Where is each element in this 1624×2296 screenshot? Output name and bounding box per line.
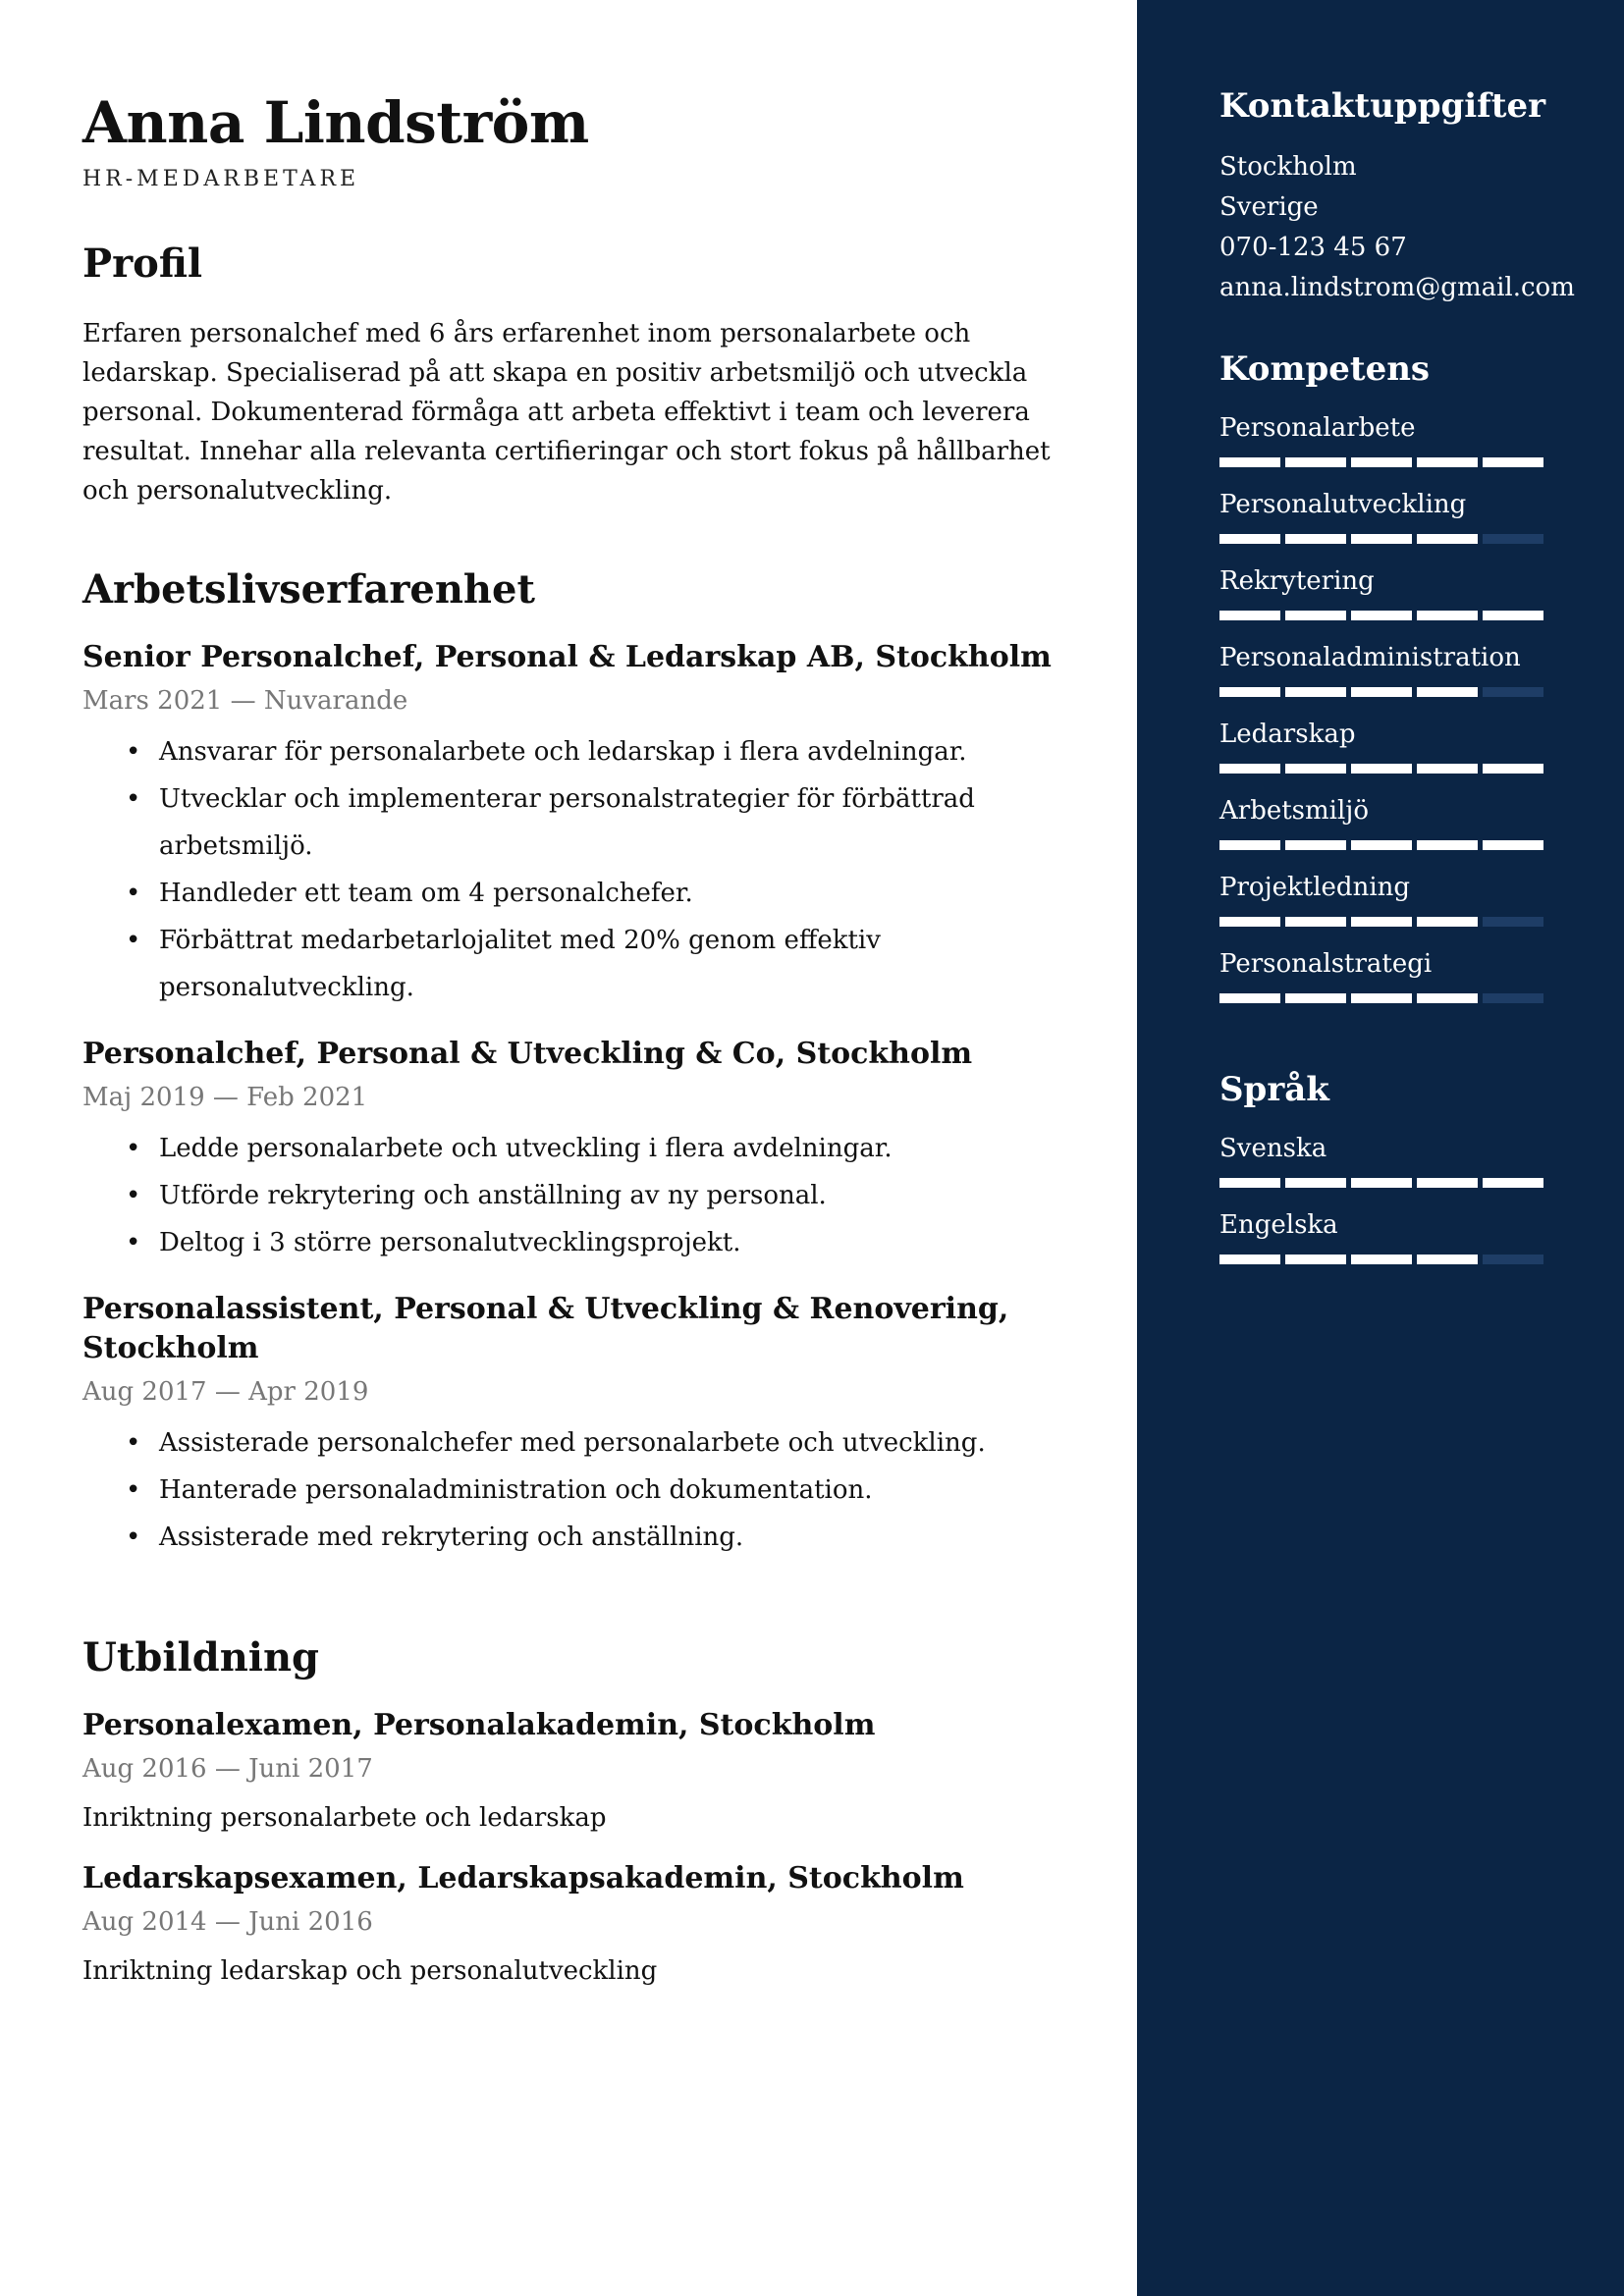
language-item [1219, 1129, 1543, 1188]
job-bullet: • Deltog i 3 större personalutvecklingsprojekt. [126, 1228, 741, 1257]
contact-email: anna.lindstrom@gmail.com [1219, 273, 1575, 302]
job-bullets [82, 1419, 1104, 1561]
education-entry [82, 1706, 1104, 1836]
rating-segment [1285, 534, 1346, 544]
sidebar [1137, 0, 1624, 2296]
skill-rating-bar [1219, 764, 1543, 774]
profile-section [82, 240, 1104, 510]
skill-rating-bar [1219, 457, 1543, 467]
rating-segment [1351, 534, 1412, 544]
job-bullet-text: Handleder ett team om 4 personalchefer. [159, 879, 693, 908]
rating-segment [1483, 1178, 1543, 1188]
sidebar-content [1219, 84, 1575, 1264]
job-bullet-text: Assisterade med rekrytering och anställning. [159, 1522, 744, 1552]
education-description: Inriktning personalarbete och ledarskap [82, 1803, 607, 1833]
languages-list [1219, 1129, 1543, 1264]
skill-item [1219, 868, 1543, 927]
rating-segment [1417, 1178, 1478, 1188]
rating-segment [1351, 611, 1412, 620]
job-bullet: • Handleder ett team om 4 personalchefer. [126, 879, 693, 908]
contact-country: Sverige [1219, 192, 1319, 222]
job-entry [82, 1290, 1104, 1561]
rating-segment [1285, 764, 1346, 774]
contact-city: Stockholm [1219, 152, 1357, 182]
job-bullet: • Assisterade med rekrytering och anställning. [126, 1522, 744, 1552]
rating-segment [1483, 764, 1543, 774]
rating-segment [1219, 1255, 1280, 1264]
skill-item [1219, 485, 1543, 544]
rating-segment [1351, 687, 1412, 697]
skill-label: Personalutveckling [1219, 490, 1467, 519]
education-heading-line: Ledarskapsexamen, Ledarskapsakademin, Stockholm [82, 1861, 964, 1896]
job-bullet: • Förbättrat medarbetarlojalitet med 20% genom effektiv personalutveckling. [126, 926, 881, 1002]
job-entry [82, 1035, 1104, 1266]
job-bullet-text: Förbättrat medarbetarlojalitet med 20% genom effektiv personalutveckling. [159, 926, 881, 1002]
rating-segment [1351, 764, 1412, 774]
main-column [82, 88, 1104, 1989]
contact-phone: 070-123 45 67 [1219, 233, 1407, 262]
skills-list [1219, 408, 1543, 1003]
contact-list [1219, 147, 1575, 308]
skills-heading: Kompetens [1219, 349, 1431, 389]
skill-label: Personaladministration [1219, 643, 1521, 672]
rating-segment [1351, 993, 1412, 1003]
job-bullet: • Hanterade personaladministration och dokumentation. [126, 1475, 873, 1505]
languages-heading: Språk [1219, 1070, 1329, 1109]
job-heading: Senior Personalchef, Personal & Ledarskap AB, Stockholm [82, 640, 1052, 674]
skill-rating-bar [1219, 611, 1543, 620]
education-section [82, 1633, 1104, 1989]
skill-rating-bar [1219, 917, 1543, 927]
rating-segment [1219, 1178, 1280, 1188]
rating-segment [1417, 1255, 1478, 1264]
education-dates: Aug 2016 — Juni 2017 [82, 1754, 373, 1784]
experience-heading: Arbetslivserfarenhet [82, 566, 535, 613]
rating-segment [1285, 917, 1346, 927]
contact-heading: Kontaktuppgifter [1219, 86, 1546, 126]
rating-segment [1219, 840, 1280, 850]
profile-text: Erfaren personalchef med 6 års erfarenhet inom personalarbete och ledarskap. Specialiserad på att skapa en positiv arbetsmiljö och utveckla personal. Dokumenterad förmåga att arbeta effektivt i team och leverera resultat. Innehar alla relevanta certifieringar och stort fokus på hållbarhet och personalutveckling. [82, 319, 1051, 506]
job-bullet-text: Utförde rekrytering och anställning av ny personal. [159, 1181, 827, 1210]
job-dates: Maj 2019 — Feb 2021 [82, 1083, 368, 1112]
language-item [1219, 1205, 1543, 1264]
job-bullet: • Ansvarar för personalarbete och ledarskap i flera avdelningar. [126, 737, 967, 767]
education-entry [82, 1859, 1104, 1989]
rating-segment [1483, 611, 1543, 620]
rating-segment [1483, 457, 1543, 467]
rating-segment [1285, 1255, 1346, 1264]
rating-segment [1351, 1178, 1412, 1188]
job-bullets [82, 1125, 1104, 1266]
skill-rating-bar [1219, 993, 1543, 1003]
skill-item [1219, 715, 1543, 774]
job-entry [82, 638, 1104, 1011]
skill-item [1219, 408, 1543, 467]
skill-rating-bar [1219, 687, 1543, 697]
job-bullets [82, 728, 1104, 1011]
rating-segment [1351, 457, 1412, 467]
rating-segment [1483, 917, 1543, 927]
job-bullet: • Utförde rekrytering och anställning av ny personal. [126, 1181, 827, 1210]
rating-segment [1285, 840, 1346, 850]
rating-segment [1285, 611, 1346, 620]
candidate-job-title: HR-MEDARBETARE [82, 167, 360, 191]
rating-segment [1483, 993, 1543, 1003]
rating-segment [1417, 687, 1478, 697]
skill-rating-bar [1219, 840, 1543, 850]
job-heading: Personalchef, Personal & Utveckling & Co, Stockholm [82, 1037, 973, 1071]
profile-heading: Profil [82, 240, 203, 287]
job-bullet-text: Hanterade personaladministration och dokumentation. [159, 1475, 873, 1505]
job-bullet: • Utvecklar och implementerar personalstrategier för förbättrad arbetsmiljö. [126, 784, 975, 861]
languages-section [1219, 1068, 1543, 1264]
rating-segment [1417, 917, 1478, 927]
rating-segment [1417, 993, 1478, 1003]
job-bullet-text: Ledde personalarbete och utveckling i flera avdelningar. [159, 1134, 893, 1163]
rating-segment [1417, 840, 1478, 850]
education-dates: Aug 2014 — Juni 2016 [82, 1907, 373, 1937]
language-rating-bar [1219, 1178, 1543, 1188]
job-bullet: • Assisterade personalchefer med personalarbete och utveckling. [126, 1428, 986, 1458]
job-heading: Personalassistent, Personal & Utveckling & Renovering, Stockholm [82, 1292, 1009, 1365]
rating-segment [1417, 457, 1478, 467]
rating-segment [1219, 993, 1280, 1003]
rating-segment [1351, 840, 1412, 850]
rating-segment [1483, 534, 1543, 544]
job-bullet-text: Ansvarar för personalarbete och ledarskap i flera avdelningar. [159, 737, 967, 767]
rating-segment [1351, 1255, 1412, 1264]
skills-section [1219, 347, 1543, 1003]
rating-segment [1219, 764, 1280, 774]
rating-segment [1285, 457, 1346, 467]
skill-item [1219, 638, 1543, 697]
skill-label: Ledarskap [1219, 720, 1356, 749]
skill-item [1219, 791, 1543, 850]
language-rating-bar [1219, 1255, 1543, 1264]
education-heading: Utbildning [82, 1634, 320, 1681]
rating-segment [1483, 1255, 1543, 1264]
skill-label: Arbetsmiljö [1219, 796, 1370, 826]
rating-segment [1285, 1178, 1346, 1188]
job-bullet-text: Deltog i 3 större personalutvecklingsprojekt. [159, 1228, 741, 1257]
rating-segment [1417, 534, 1478, 544]
rating-segment [1219, 611, 1280, 620]
skill-label: Projektledning [1219, 873, 1411, 902]
experience-section [82, 565, 1104, 1561]
rating-segment [1483, 687, 1543, 697]
skill-label: Personalstrategi [1219, 949, 1433, 979]
rating-segment [1285, 993, 1346, 1003]
skill-item [1219, 944, 1543, 1003]
rating-segment [1219, 457, 1280, 467]
skill-label: Personalarbete [1219, 413, 1416, 443]
rating-segment [1483, 840, 1543, 850]
job-bullet-text: Utvecklar och implementerar personalstrategier för förbättrad arbetsmiljö. [159, 784, 975, 861]
skill-label: Rekrytering [1219, 566, 1375, 596]
skill-item [1219, 561, 1543, 620]
rating-segment [1285, 687, 1346, 697]
job-dates: Aug 2017 — Apr 2019 [82, 1377, 369, 1407]
rating-segment [1219, 534, 1280, 544]
language-label: Svenska [1219, 1134, 1327, 1163]
job-bullet-text: Assisterade personalchefer med personalarbete och utveckling. [159, 1428, 986, 1458]
language-label: Engelska [1219, 1210, 1338, 1240]
job-dates: Mars 2021 — Nuvarande [82, 686, 408, 716]
rating-segment [1219, 917, 1280, 927]
rating-segment [1219, 687, 1280, 697]
education-heading-line: Personalexamen, Personalakademin, Stockholm [82, 1708, 876, 1742]
rating-segment [1417, 764, 1478, 774]
rating-segment [1351, 917, 1412, 927]
candidate-name: Anna Lindström [82, 89, 589, 156]
job-bullet: • Ledde personalarbete och utveckling i flera avdelningar. [126, 1134, 893, 1163]
rating-segment [1417, 611, 1478, 620]
skill-rating-bar [1219, 534, 1543, 544]
education-description: Inriktning ledarskap och personalutveckling [82, 1956, 658, 1986]
